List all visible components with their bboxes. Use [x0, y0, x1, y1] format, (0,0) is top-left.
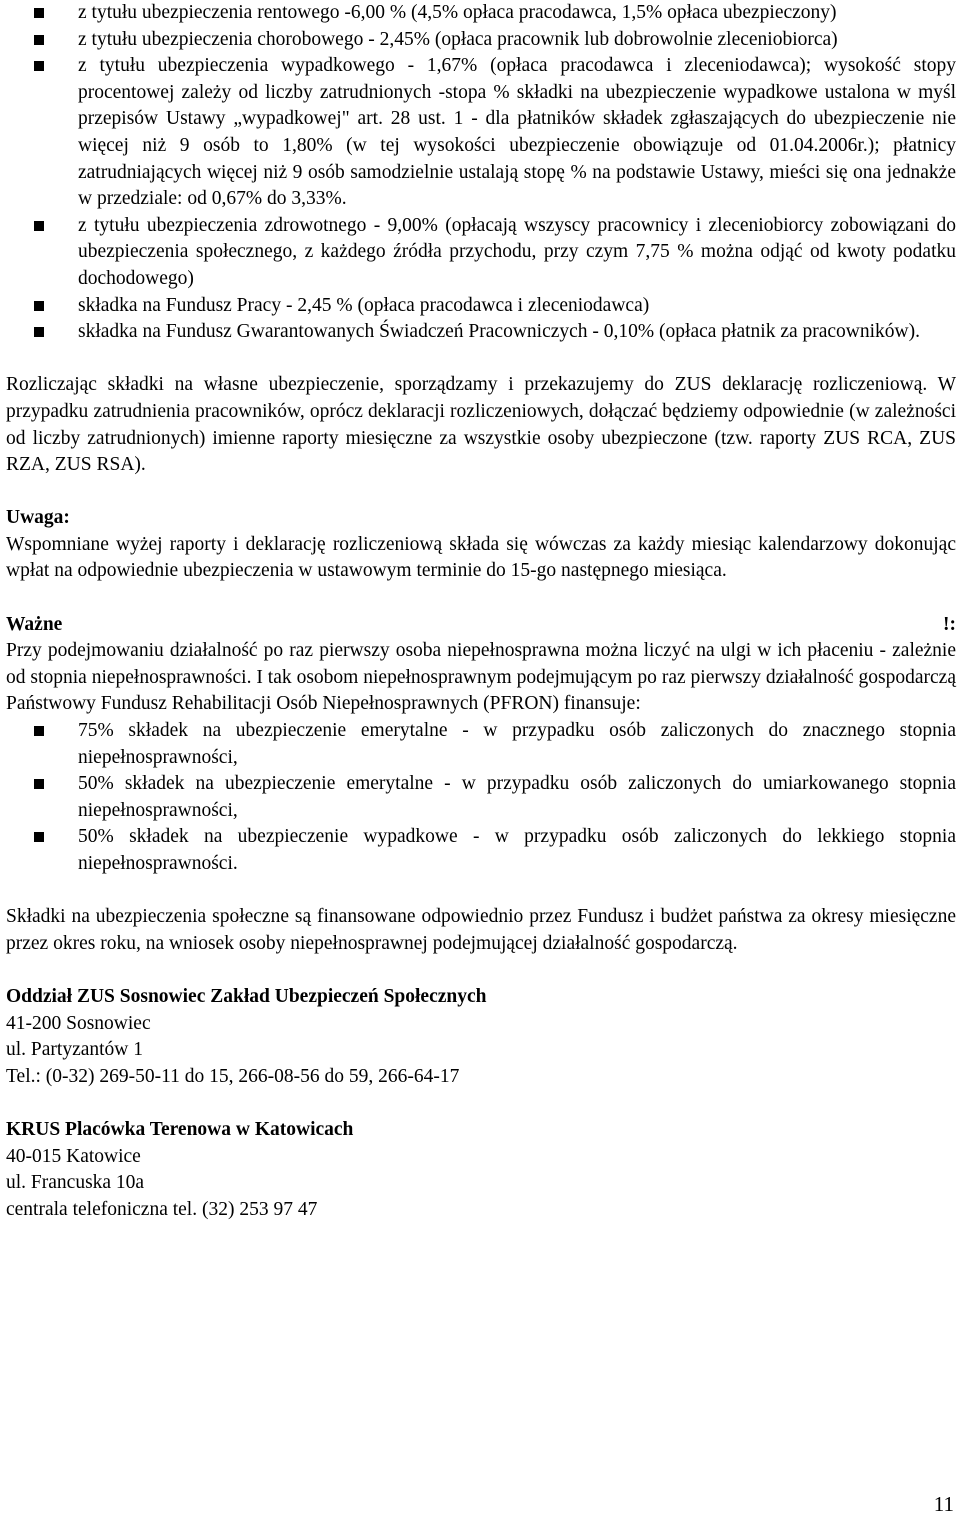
square-bullet-icon [34, 779, 44, 789]
list-item: składka na Fundusz Pracy - 2,45 % (opłaca pracodawca i zleceniodawca) [6, 293, 956, 320]
krus-phone: centrala telefoniczna tel. (32) 253 97 47 [6, 1198, 318, 1220]
spacer [6, 957, 956, 984]
page-number: 11 [933, 1492, 954, 1516]
square-bullet-icon [34, 35, 44, 45]
zus-postal: 41-200 Sosnowiec [6, 1012, 151, 1034]
contribution-list [6, 0, 956, 346]
list-item: z tytułu ubezpieczenia wypadkowego - 1,67% (opłaca pracodawca i zleceniodawca); wysokość stopy procentowej zależy od liczby zatrudnionych -stopa % składki na ubezpieczenie wypadkowe ustalona w myśl przepisów Ustawy „wypadkowej" art. 28 ust. 1 - dla płatników składek zgłaszających do ubezpieczenie nie więcej niż 9 osób to 1,80% (w tej wysokości ubezpieczenie obowiązuje od 01.04.2006r.); płatnicy zatrudniających więcej niż 9 osób samodzielnie ustalają stopę % na podstawie Ustawy, mieści się ona jednakże w przedziale: od 0,67% do 3,33%. [6, 53, 956, 213]
krus-contact [6, 1117, 956, 1223]
zus-contact [6, 984, 956, 1090]
list-item: z tytułu ubezpieczenia zdrowotnego - 9,00% (opłacają wszyscy pracownicy i zleceniobiorcy zobowiązani do ubezpieczenia społecznego, z każdego źródła przychodu, przy czym 7,75 % można odjąć od kwoty podatku dochodowego) [6, 213, 956, 293]
spacer [6, 1090, 956, 1117]
settlement-paragraph: Rozliczając składki na własne ubezpieczenie, sporządzamy i przekazujemy do ZUS deklarację rozliczeniową. W przypadku zatrudnienia pracowników, oprócz deklaracji rozliczeniowych, dołączać będziemy odpowiednie (w zależności od liczby zatrudnionych) imienne raporty miesięczne za wszystkie osoby ubezpieczone (tzw. raporty ZUS RCA, ZUS RZA, ZUS RSA). [6, 374, 956, 476]
wazne-heading [6, 612, 956, 639]
uwaga-heading: Uwaga: [6, 507, 70, 529]
spacer [6, 585, 956, 612]
krus-postal: 40-015 Katowice [6, 1145, 141, 1167]
list-item: 75% składek na ubezpieczenie emerytalne - w przypadku osób zaliczonych do znacznego stopnia niepełnosprawności, [6, 718, 956, 771]
square-bullet-icon [34, 221, 44, 231]
funding-paragraph: Składki na ubezpieczenia społeczne są finansowane odpowiednio przez Fundusz i budżet państwa za okresy miesięczne przez okres roku, na wniosek osoby niepełnosprawnej podejmującej działalność gospodarczą. [6, 906, 956, 954]
square-bullet-icon [34, 8, 44, 18]
krus-name: KRUS Placówka Terenowa w Katowicach [6, 1118, 354, 1140]
square-bullet-icon [34, 726, 44, 736]
uwaga-paragraph: Wspomniane wyżej raporty i deklarację rozliczeniową składa się wówczas za każdy miesiąc kalendarzowy dokonując wpłat na odpowiednie ubezpieczenia w ustawowym terminie do 15-go następnego miesiąca. [6, 533, 956, 582]
list-item: 50% składek na ubezpieczenie wypadkowe - w przypadku osób zaliczonych do lekkiego stopnia niepełnosprawności. [6, 824, 956, 877]
list-item: z tytułu ubezpieczenia rentowego -6,00 % (4,5% opłaca pracodawca, 1,5% opłaca ubezpieczony) [6, 0, 956, 27]
spacer [6, 479, 956, 506]
wazne-heading-right: !: [943, 613, 956, 635]
zus-phone: Tel.: (0-32) 269-50-11 do 15, 266-08-56 do 59, 266-64-17 [6, 1065, 460, 1087]
spacer [6, 878, 956, 905]
square-bullet-icon [34, 832, 44, 842]
zus-name: Oddział ZUS Sosnowiec Zakład Ubezpieczeń Społecznych [6, 985, 487, 1007]
square-bullet-icon [34, 327, 44, 337]
zus-street: ul. Partyzantów 1 [6, 1039, 144, 1061]
square-bullet-icon [34, 301, 44, 311]
pfron-list [6, 718, 956, 878]
spacer [6, 346, 956, 373]
wazne-paragraph: Przy podejmowaniu działalność po raz pierwszy osoba niepełnosprawna można liczyć na ulgi w ich płaceniu - zależnie od stopnia niepełnosprawności. I tak osobom niepełnosprawnym podejmującym po raz pierwszy działalność gospodarczą Państwowy Fundusz Rehabilitacji Osób Niepełnosprawnych (PFRON) finansuje: [6, 640, 956, 715]
list-item: 50% składek na ubezpieczenie emerytalne - w przypadku osób zaliczonych do umiarkowanego stopnia niepełnosprawności, [6, 771, 956, 824]
list-item: z tytułu ubezpieczenia chorobowego - 2,45% (opłaca pracownik lub dobrowolnie zleceniobiorca) [6, 27, 956, 54]
page-content [6, 0, 956, 1223]
square-bullet-icon [34, 61, 44, 71]
wazne-heading-left: Ważne [6, 613, 63, 635]
list-item: składka na Fundusz Gwarantowanych Świadczeń Pracowniczych - 0,10% (opłaca płatnik za pracowników). [6, 319, 956, 346]
krus-street: ul. Francuska 10a [6, 1172, 145, 1194]
